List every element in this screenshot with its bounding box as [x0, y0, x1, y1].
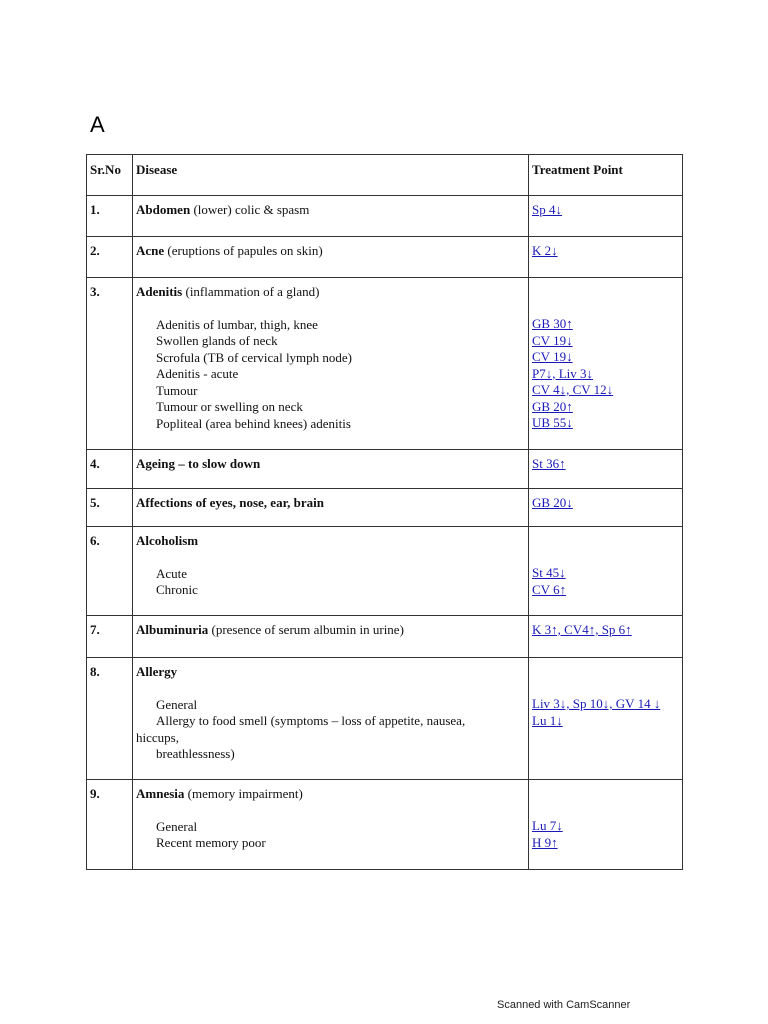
disease-name: Abdomen	[136, 202, 191, 217]
treatment-point-link[interactable]: St 45↓	[532, 565, 566, 580]
treatment-points-table	[86, 154, 683, 870]
disease-name: Albuminuria	[136, 622, 209, 637]
sub-conditions	[136, 819, 525, 852]
row-number: 5.	[87, 489, 133, 527]
sub-condition: Tumour	[156, 382, 198, 398]
treatment-cell	[529, 278, 683, 450]
table-row	[87, 527, 683, 616]
disease-cell	[133, 237, 529, 278]
sub-condition: Recent memory poor	[156, 835, 266, 850]
treatment-cell	[529, 489, 683, 527]
treatment-cell	[529, 616, 683, 658]
header-srno: Sr.No	[87, 155, 133, 196]
sub-condition: Scrofula (TB of cervical lymph node)	[156, 349, 353, 365]
treatment-point-link[interactable]: GB 20↑	[532, 398, 573, 414]
table-row	[87, 489, 683, 527]
treatment-point-link[interactable]: Lu 7↓	[532, 818, 563, 833]
sub-condition: Adenitis - acute	[156, 366, 239, 381]
disease-cell	[133, 658, 529, 780]
disease-name: Acne	[136, 243, 165, 258]
sub-condition: Swollen glands of neck	[156, 333, 278, 348]
header-treatment-point: Treatment Point	[529, 155, 683, 196]
disease-description: (eruptions of papules on skin)	[164, 243, 323, 258]
sub-condition: Allergy to food smell (symptoms – loss of appetite, nausea,	[156, 713, 466, 728]
header-disease: Disease	[133, 155, 529, 196]
treatment-point-list	[532, 818, 679, 851]
disease-name: Adenitis	[136, 284, 183, 299]
disease-name: Amnesia	[136, 786, 185, 801]
treatment-point-link[interactable]: K 2↓	[532, 243, 558, 258]
disease-description: (inflammation of a gland)	[182, 284, 320, 299]
table-row	[87, 237, 683, 278]
sub-conditions	[136, 566, 525, 599]
row-number: 7.	[87, 616, 133, 658]
row-number: 2.	[87, 237, 133, 278]
sub-conditions	[136, 317, 525, 433]
disease-description: (memory impairment)	[184, 786, 303, 801]
sub-condition: hiccups,	[136, 729, 179, 745]
table-row	[87, 450, 683, 489]
sub-condition: General	[156, 818, 198, 834]
sub-conditions	[136, 697, 525, 763]
scanner-watermark: Scanned with CamScanner	[497, 999, 631, 1011]
disease-description: (lower) colic & spasm	[190, 202, 310, 217]
treatment-cell	[529, 780, 683, 870]
treatment-point-list	[532, 696, 679, 729]
disease-cell	[133, 527, 529, 616]
disease-cell	[133, 196, 529, 237]
sub-condition: Acute	[156, 565, 188, 581]
treatment-cell	[529, 450, 683, 489]
treatment-point-list	[532, 316, 679, 432]
row-number: 9.	[87, 780, 133, 870]
treatment-point-link[interactable]: St 36↑	[532, 456, 566, 471]
row-number: 4.	[87, 450, 133, 489]
disease-cell	[133, 489, 529, 527]
treatment-point-link[interactable]: CV 19↓	[532, 349, 573, 364]
sub-condition: Adenitis of lumbar, thigh, knee	[156, 316, 318, 332]
treatment-cell	[529, 527, 683, 616]
disease-cell	[133, 278, 529, 450]
disease-cell	[133, 450, 529, 489]
disease-cell	[133, 780, 529, 870]
table-row	[87, 278, 683, 450]
treatment-point-link[interactable]: K 3↑, CV4↑, Sp 6↑	[532, 622, 632, 637]
sub-condition: General	[156, 696, 198, 712]
treatment-cell	[529, 237, 683, 278]
table-header-row	[87, 155, 683, 196]
treatment-cell	[529, 658, 683, 780]
treatment-point-link[interactable]: Sp 4↓	[532, 202, 562, 217]
table-row	[87, 616, 683, 658]
sub-condition: breathlessness)	[156, 746, 235, 761]
treatment-point-link[interactable]: UB 55↓	[532, 415, 573, 430]
disease-name: Allergy	[136, 664, 178, 679]
table-row	[87, 780, 683, 870]
treatment-point-link[interactable]: CV 6↑	[532, 581, 567, 597]
table-row	[87, 658, 683, 780]
treatment-point-list	[532, 565, 679, 598]
row-number: 1.	[87, 196, 133, 237]
treatment-point-link[interactable]: Lu 1↓	[532, 712, 563, 728]
disease-description: (presence of serum albumin in urine)	[208, 622, 404, 637]
sub-condition: Tumour or swelling on neck	[156, 399, 303, 414]
treatment-cell	[529, 196, 683, 237]
treatment-point-link[interactable]: H 9↑	[532, 834, 558, 850]
disease-name: Alcoholism	[136, 533, 199, 548]
sub-condition: Popliteal (area behind knees) adenitis	[156, 415, 351, 431]
disease-cell	[133, 616, 529, 658]
treatment-point-link[interactable]: CV 19↓	[532, 332, 573, 348]
treatment-point-link[interactable]: GB 30↑	[532, 316, 573, 331]
treatment-point-link[interactable]: GB 20↓	[532, 495, 573, 510]
treatment-point-link[interactable]: P7↓, Liv 3↓	[532, 365, 594, 381]
row-number: 3.	[87, 278, 133, 450]
disease-name: Ageing – to slow down	[136, 456, 261, 471]
treatment-point-link[interactable]: Liv 3↓, Sp 10↓, GV 14 ↓	[532, 696, 661, 711]
treatment-point-link[interactable]: CV 4↓, CV 12↓	[532, 382, 614, 397]
table-row	[87, 196, 683, 237]
disease-name: Affections of eyes, nose, ear, brain	[136, 495, 324, 510]
row-number: 8.	[87, 658, 133, 780]
row-number: 6.	[87, 527, 133, 616]
sub-condition: Chronic	[156, 582, 198, 597]
section-letter-heading: A	[90, 112, 105, 137]
